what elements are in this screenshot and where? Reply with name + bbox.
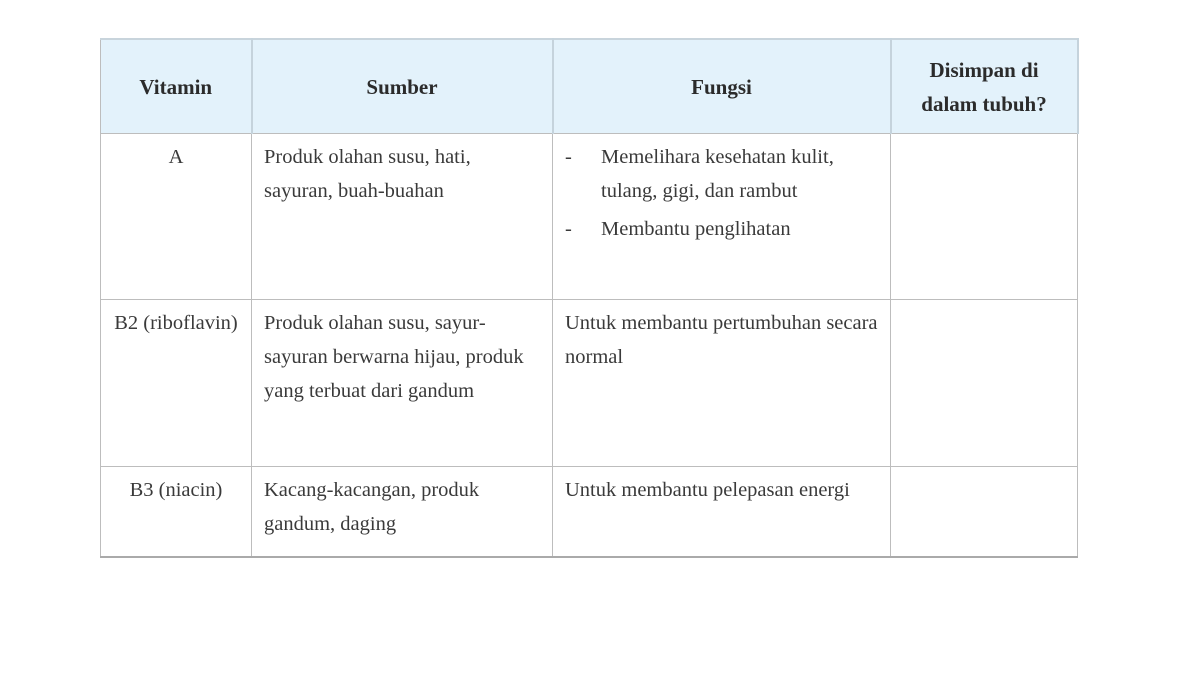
cell-vitamin: A [101,134,252,300]
cell-sumber: Produk olahan susu, sayur-sayuran berwarna hijau, produk yang terbuat dari gandum [252,300,553,467]
table-header-row [101,39,1078,134]
header-vitamin: Vitamin [101,39,252,134]
cell-disimpan-input[interactable] [891,134,1078,300]
cell-sumber: Produk olahan susu, hati, sayuran, buah-buahan [252,134,553,300]
cell-disimpan-input[interactable] [891,467,1078,558]
cell-fungsi: Untuk membantu pertumbuhan secara normal [553,300,891,467]
header-sumber: Sumber [252,39,553,134]
cell-vitamin: B2 (riboflavin) [101,300,252,467]
fungsi-list [565,140,880,246]
fungsi-list-item [565,140,880,208]
table-row [101,467,1078,558]
cell-vitamin: B3 (niacin) [101,467,252,558]
cell-fungsi [553,134,891,300]
header-fungsi: Fungsi [553,39,891,134]
fungsi-text: Memelihara kesehatan kulit, tulang, gigi, dan rambut [601,146,834,202]
cell-sumber: Kacang-kacangan, produk gandum, daging [252,467,553,558]
fungsi-list-item [565,212,880,246]
header-disimpan: Disimpan di dalam tubuh? [891,39,1078,134]
cell-fungsi: Untuk membantu pelepasan energi [553,467,891,558]
table-row [101,300,1078,467]
table-row [101,134,1078,300]
cell-disimpan-input[interactable] [891,300,1078,467]
fungsi-text: Membantu penglihatan [601,218,791,240]
vitamin-table [100,38,1079,558]
dash-bullet: - [565,218,572,240]
dash-bullet: - [565,146,572,168]
